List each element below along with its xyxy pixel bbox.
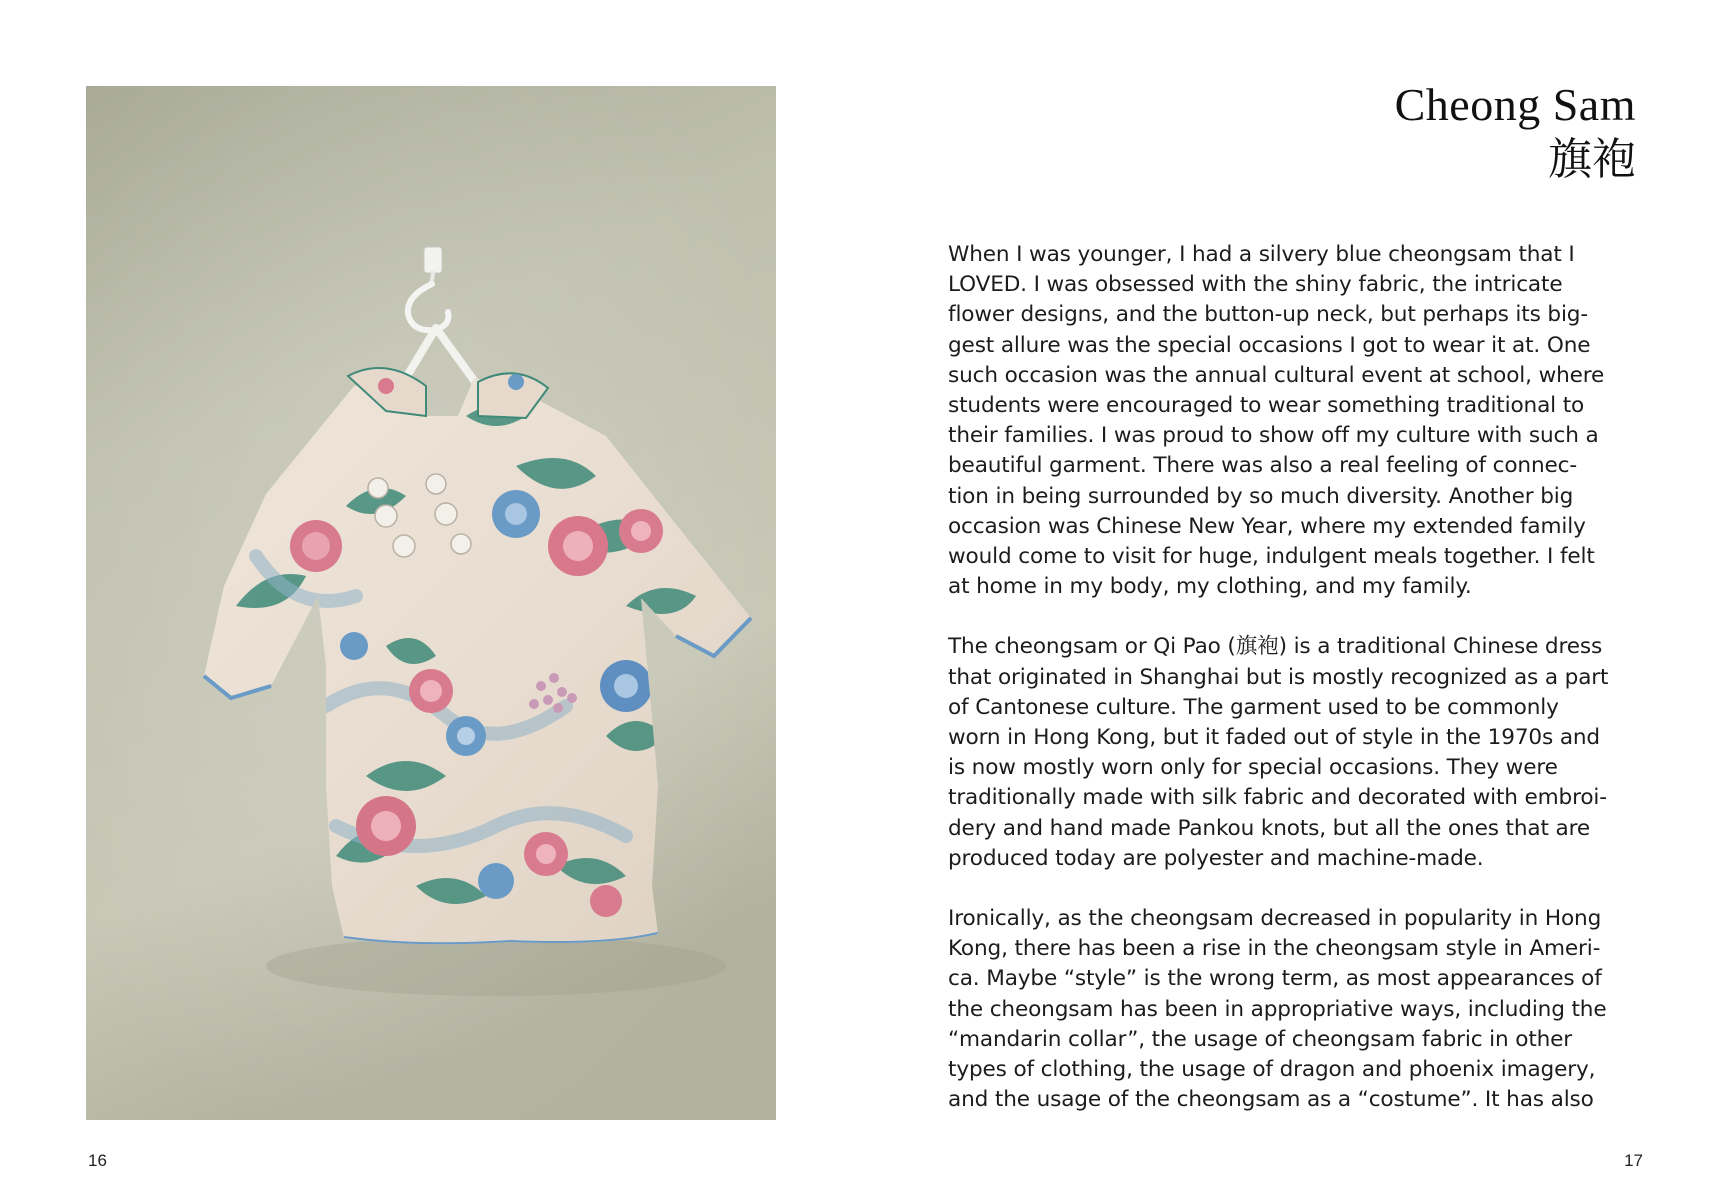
- text-line: flower designs, and the button-up neck, but perhaps its big-: [948, 302, 1588, 328]
- text-line: tion in being surrounded by so much diversity. Another big: [948, 483, 1574, 509]
- paragraph-1: [948, 240, 1648, 602]
- text-line: students were encouraged to wear something traditional to: [948, 393, 1585, 419]
- text-line: beautiful garment. There was also a real feeling of connec-: [948, 453, 1577, 479]
- text-line: would come to visit for huge, indulgent meals together. I felt: [948, 544, 1595, 570]
- right-page: [856, 0, 1713, 1199]
- page-number-right: 17: [1624, 1151, 1643, 1170]
- text-line: such occasion was the annual cultural event at school, where: [948, 362, 1605, 388]
- text-line: at home in my body, my clothing, and my family.: [948, 574, 1472, 600]
- text-line: dery and hand made Pankou knots, but all the ones that are: [948, 815, 1590, 841]
- text-line: gest allure was the special occasions I got to wear it at. One: [948, 332, 1591, 358]
- text-line: produced today are polyester and machine-made.: [948, 845, 1484, 871]
- text-line: occasion was Chinese New Year, where my extended family: [948, 513, 1586, 539]
- text-line: of Cantonese culture. The garment used to be commonly: [948, 694, 1559, 720]
- body-text: [948, 240, 1648, 1145]
- page-title: Cheong Sam: [1394, 79, 1636, 130]
- page-title-chinese: 旗袍: [1548, 134, 1636, 185]
- text-line: is now mostly worn only for special occasions. They were: [948, 755, 1558, 781]
- text-line: traditionally made with silk fabric and decorated with embroi-: [948, 785, 1607, 811]
- text-line: and the usage of the cheongsam as a “costume”. It has also: [948, 1087, 1594, 1113]
- title-block: [1395, 78, 1636, 188]
- paragraph-2: [948, 632, 1648, 874]
- text-line: types of clothing, the usage of dragon and phoenix imagery,: [948, 1057, 1596, 1083]
- paragraph-3: [948, 904, 1648, 1115]
- text-line: ca. Maybe “style” is the wrong term, as most appearances of: [948, 966, 1602, 992]
- text-line: the cheongsam has been in appropriative ways, including the: [948, 996, 1607, 1022]
- text-line: that originated in Shanghai but is mostly recognized as a part: [948, 664, 1609, 690]
- text-line: Kong, there has been a rise in the cheongsam style in Ameri-: [948, 936, 1601, 962]
- left-page: [0, 0, 856, 1199]
- text-line: The cheongsam or Qi Pao (旗袍) is a traditional Chinese dress: [948, 634, 1603, 660]
- text-line: LOVED. I was obsessed with the shiny fabric, the intricate: [948, 272, 1563, 298]
- text-line: When I was younger, I had a silvery blue cheongsam that I: [948, 242, 1575, 267]
- text-line: worn in Hong Kong, but it faded out of style in the 1970s and: [948, 725, 1600, 751]
- page-number-left: 16: [88, 1151, 107, 1170]
- text-line: their families. I was proud to show off my culture with such a: [948, 423, 1599, 449]
- text-line: Ironically, as the cheongsam decreased in popularity in Hong: [948, 906, 1602, 932]
- cheongsam-photo: [86, 86, 776, 1120]
- text-line: “mandarin collar”, the usage of cheongsam fabric in other: [948, 1026, 1573, 1052]
